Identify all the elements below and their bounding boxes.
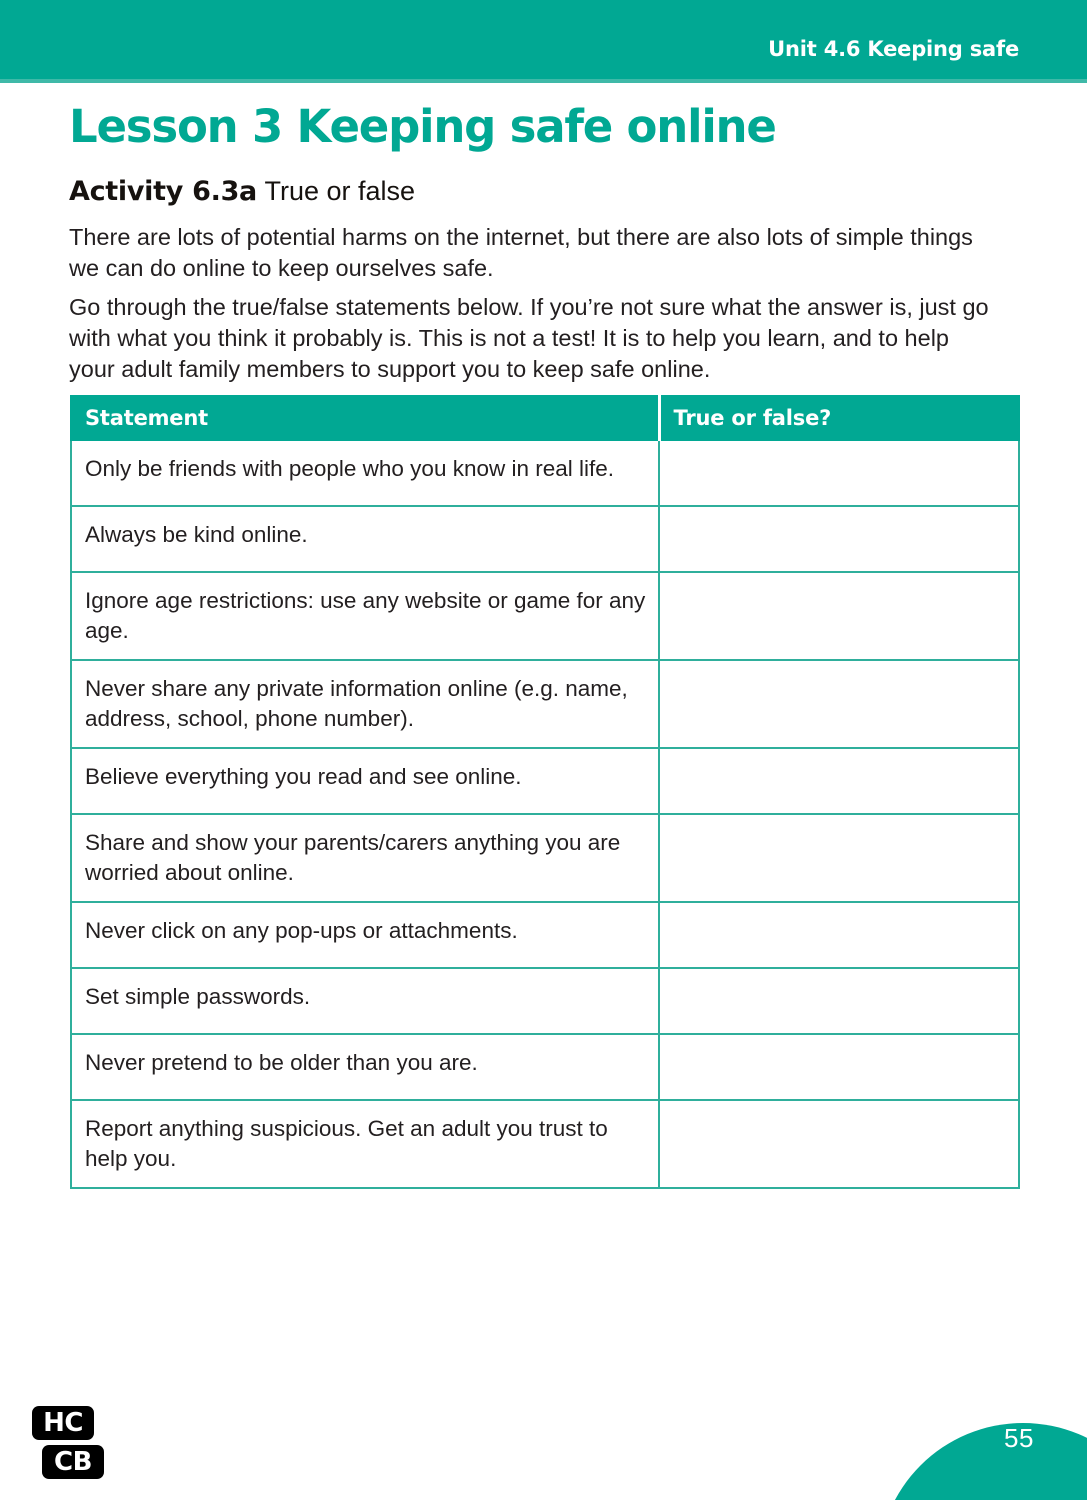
table-row — [71, 748, 1019, 814]
answer-cell[interactable] — [659, 572, 1019, 660]
statement-cell: Only be friends with people who you know in real life. — [71, 440, 659, 506]
table-row — [71, 968, 1019, 1034]
page-title: Lesson 3 Keeping safe online — [69, 100, 776, 153]
table-row — [71, 1034, 1019, 1100]
logo-line-hc: HC — [32, 1406, 94, 1440]
statement-cell: Believe everything you read and see online. — [71, 748, 659, 814]
statement-cell: Set simple passwords. — [71, 968, 659, 1034]
answer-cell[interactable] — [659, 506, 1019, 572]
logo-line-cb: CB — [42, 1445, 104, 1479]
statement-cell: Always be kind online. — [71, 506, 659, 572]
answer-cell[interactable] — [659, 660, 1019, 748]
answer-cell[interactable] — [659, 814, 1019, 902]
answer-cell[interactable] — [659, 440, 1019, 506]
intro-paragraph-1: There are lots of potential harms on the internet, but there are also lots of simple things we can do online to keep ourselves safe. — [69, 224, 973, 281]
footer-circle-decoration — [878, 1423, 1087, 1500]
true-false-table — [70, 395, 1020, 1189]
statement-cell: Never click on any pop-ups or attachments. — [71, 902, 659, 968]
activity-title — [69, 177, 415, 207]
table-row — [71, 660, 1019, 748]
answer-cell[interactable] — [659, 968, 1019, 1034]
statement-cell: Share and show your parents/carers anything you are worried about online. — [71, 814, 659, 902]
answer-cell[interactable] — [659, 1034, 1019, 1100]
answer-cell[interactable] — [659, 748, 1019, 814]
statement-cell: Report anything suspicious. Get an adult you trust to help you. — [71, 1100, 659, 1188]
table-row — [71, 814, 1019, 902]
activity-name: True or false — [264, 176, 416, 206]
answer-cell[interactable] — [659, 902, 1019, 968]
header-band-rule — [0, 79, 1087, 83]
statement-cell: Ignore age restrictions: use any website or game for any age. — [71, 572, 659, 660]
column-header-statement: Statement — [71, 396, 659, 440]
statement-cell: Never pretend to be older than you are. — [71, 1034, 659, 1100]
table-row — [71, 506, 1019, 572]
table-row — [71, 440, 1019, 506]
answer-cell[interactable] — [659, 1100, 1019, 1188]
table-header-row — [71, 396, 1019, 440]
table-row — [71, 572, 1019, 660]
activity-number: Activity 6.3a — [69, 176, 257, 207]
hccb-logo — [30, 1406, 116, 1486]
table-row — [71, 902, 1019, 968]
statement-cell: Never share any private information online (e.g. name, address, school, phone number). — [71, 660, 659, 748]
table-row — [71, 1100, 1019, 1188]
unit-label: Unit 4.6 Keeping safe — [768, 37, 1019, 61]
intro-paragraph-2: Go through the true/false statements below. If you’re not sure what the answer is, just go with what you think it probably is. This is not a test! It is to help you learn, and to help your adult family members to support you to keep safe online. — [69, 294, 989, 382]
column-header-answer: True or false? — [659, 396, 1019, 440]
page-number: 55 — [1004, 1423, 1034, 1453]
